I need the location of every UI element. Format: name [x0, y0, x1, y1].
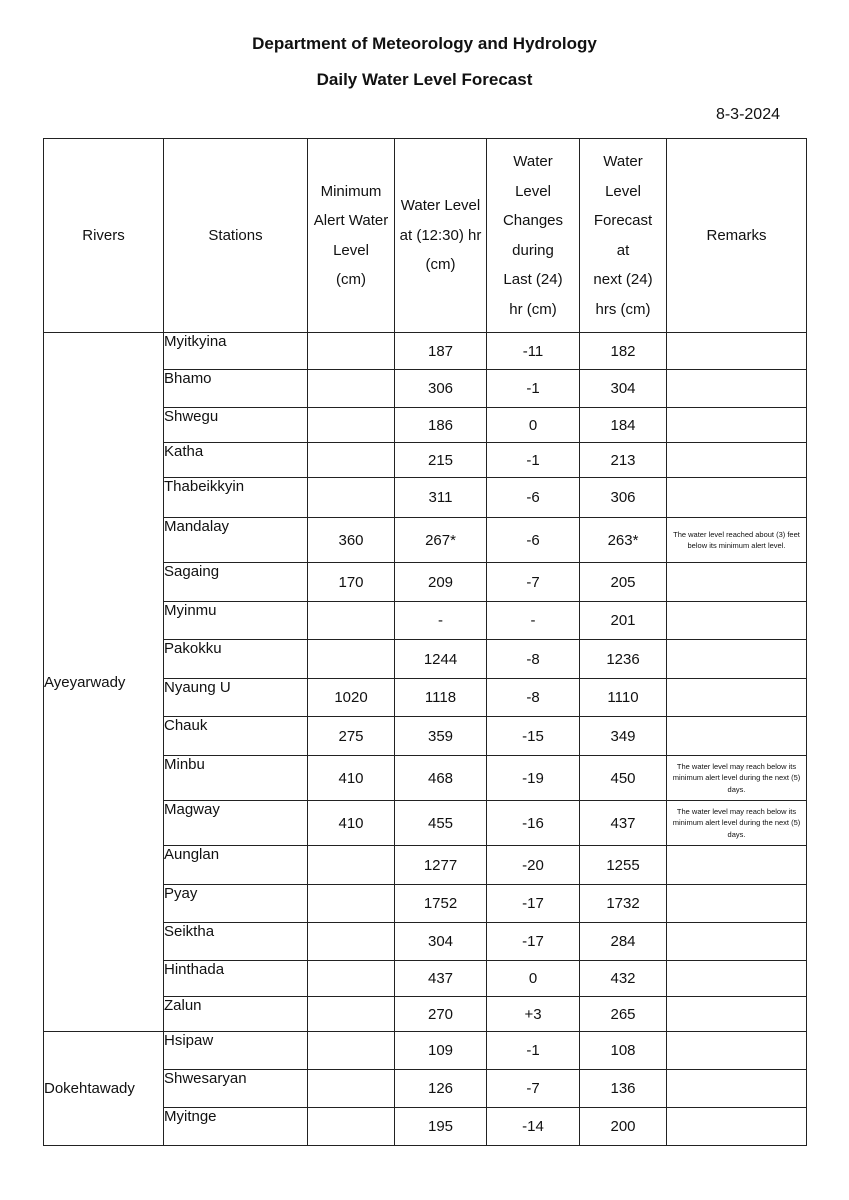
level-change: -15	[487, 717, 580, 756]
level-forecast: 450	[580, 756, 667, 801]
remarks-cell: The water level may reach below its minimum alert level during the next (5) days.	[667, 801, 807, 846]
min-alert-level	[308, 1108, 395, 1146]
water-level: 109	[395, 1032, 487, 1070]
remarks-cell	[667, 679, 807, 717]
station-name: Pyay	[164, 885, 308, 923]
remarks-cell	[667, 923, 807, 961]
water-level: -	[395, 602, 487, 640]
min-alert-level	[308, 370, 395, 408]
remarks-cell	[667, 1108, 807, 1146]
station-name: Hsipaw	[164, 1032, 308, 1070]
header-water-level: Water Level at (12:30) hr (cm)	[395, 139, 487, 333]
station-name: Sagaing	[164, 563, 308, 602]
level-forecast: 182	[580, 333, 667, 370]
level-change: -6	[487, 478, 580, 518]
table-header-row	[44, 139, 807, 333]
min-alert-level	[308, 923, 395, 961]
min-alert-level: 360	[308, 518, 395, 563]
header-min-alert: Minimum Alert Water Level (cm)	[308, 139, 395, 333]
min-alert-level	[308, 443, 395, 478]
station-name: Nyaung U	[164, 679, 308, 717]
remarks-cell	[667, 563, 807, 602]
min-alert-level	[308, 640, 395, 679]
level-change: 0	[487, 961, 580, 997]
level-change: -8	[487, 640, 580, 679]
water-level: 209	[395, 563, 487, 602]
station-name: Aunglan	[164, 846, 308, 885]
station-name: Myinmu	[164, 602, 308, 640]
level-forecast: 284	[580, 923, 667, 961]
water-level: 359	[395, 717, 487, 756]
water-level: 1118	[395, 679, 487, 717]
level-change: -16	[487, 801, 580, 846]
min-alert-level	[308, 408, 395, 443]
level-change: -20	[487, 846, 580, 885]
water-level: 437	[395, 961, 487, 997]
remarks-cell	[667, 846, 807, 885]
remarks-cell	[667, 961, 807, 997]
level-change: -7	[487, 563, 580, 602]
min-alert-level	[308, 961, 395, 997]
station-name: Shwegu	[164, 408, 308, 443]
water-level: 126	[395, 1070, 487, 1108]
remarks-cell	[667, 885, 807, 923]
min-alert-level: 410	[308, 756, 395, 801]
level-change: +3	[487, 997, 580, 1032]
level-change: -17	[487, 923, 580, 961]
water-level: 304	[395, 923, 487, 961]
station-name: Zalun	[164, 997, 308, 1032]
water-level-table	[43, 138, 807, 1146]
header-stations: Stations	[164, 139, 308, 333]
water-level: 455	[395, 801, 487, 846]
level-forecast: 1255	[580, 846, 667, 885]
station-name: Magway	[164, 801, 308, 846]
min-alert-level	[308, 1070, 395, 1108]
station-name: Thabeikkyin	[164, 478, 308, 518]
min-alert-level: 275	[308, 717, 395, 756]
level-forecast: 1732	[580, 885, 667, 923]
water-level: 215	[395, 443, 487, 478]
remarks-cell	[667, 997, 807, 1032]
level-forecast: 437	[580, 801, 667, 846]
water-level: 1277	[395, 846, 487, 885]
min-alert-level	[308, 846, 395, 885]
water-level: 311	[395, 478, 487, 518]
header-remarks: Remarks	[667, 139, 807, 333]
water-level: 1752	[395, 885, 487, 923]
level-forecast: 136	[580, 1070, 667, 1108]
level-forecast: 304	[580, 370, 667, 408]
min-alert-level: 170	[308, 563, 395, 602]
remarks-cell: The water level reached about (3) feet below its minimum alert level.	[667, 518, 807, 563]
remarks-cell	[667, 1070, 807, 1108]
level-forecast: 306	[580, 478, 667, 518]
level-forecast: 432	[580, 961, 667, 997]
header-changes: Water Level Changes during Last (24) hr (cm)	[487, 139, 580, 333]
station-name: Katha	[164, 443, 308, 478]
water-level: 306	[395, 370, 487, 408]
level-forecast: 108	[580, 1032, 667, 1070]
level-change: -1	[487, 443, 580, 478]
level-change: -11	[487, 333, 580, 370]
remarks-cell	[667, 1032, 807, 1070]
level-forecast: 263*	[580, 518, 667, 563]
level-change: 0	[487, 408, 580, 443]
min-alert-level	[308, 602, 395, 640]
station-name: Myitnge	[164, 1108, 308, 1146]
min-alert-level	[308, 997, 395, 1032]
level-forecast: 349	[580, 717, 667, 756]
station-name: Shwesaryan	[164, 1070, 308, 1108]
table-row	[44, 333, 807, 370]
remarks-cell	[667, 640, 807, 679]
water-level: 468	[395, 756, 487, 801]
remarks-cell: The water level may reach below its minimum alert level during the next (5) days.	[667, 756, 807, 801]
remarks-cell	[667, 443, 807, 478]
station-name: Mandalay	[164, 518, 308, 563]
water-level: 270	[395, 997, 487, 1032]
level-change: -8	[487, 679, 580, 717]
level-change: -14	[487, 1108, 580, 1146]
level-forecast: 184	[580, 408, 667, 443]
river-name: Dokehtawady	[44, 1032, 164, 1146]
level-change: -	[487, 602, 580, 640]
table-row	[44, 1032, 807, 1070]
level-forecast: 265	[580, 997, 667, 1032]
min-alert-level	[308, 885, 395, 923]
min-alert-level: 410	[308, 801, 395, 846]
station-name: Seiktha	[164, 923, 308, 961]
level-change: -1	[487, 1032, 580, 1070]
level-change: -6	[487, 518, 580, 563]
min-alert-level	[308, 333, 395, 370]
remarks-cell	[667, 478, 807, 518]
river-name: Ayeyarwady	[44, 333, 164, 1032]
station-name: Myitkyina	[164, 333, 308, 370]
water-level: 186	[395, 408, 487, 443]
level-forecast: 1110	[580, 679, 667, 717]
station-name: Bhamo	[164, 370, 308, 408]
remarks-cell	[667, 370, 807, 408]
remarks-cell	[667, 602, 807, 640]
page-subtitle: Daily Water Level Forecast	[316, 70, 533, 89]
water-level: 267*	[395, 518, 487, 563]
remarks-cell	[667, 408, 807, 443]
level-forecast: 201	[580, 602, 667, 640]
level-forecast: 1236	[580, 640, 667, 679]
page-title: Department of Meteorology and Hydrology	[252, 34, 597, 53]
water-level: 187	[395, 333, 487, 370]
min-alert-level	[308, 478, 395, 518]
station-name: Pakokku	[164, 640, 308, 679]
level-change: -19	[487, 756, 580, 801]
min-alert-level: 1020	[308, 679, 395, 717]
level-change: -7	[487, 1070, 580, 1108]
level-forecast: 213	[580, 443, 667, 478]
remarks-cell	[667, 717, 807, 756]
remarks-cell	[667, 333, 807, 370]
table-body	[44, 333, 807, 1146]
level-forecast: 205	[580, 563, 667, 602]
water-level: 195	[395, 1108, 487, 1146]
report-date: 8-3-2024	[715, 106, 780, 123]
level-forecast: 200	[580, 1108, 667, 1146]
station-name: Minbu	[164, 756, 308, 801]
header-rivers: Rivers	[44, 139, 164, 333]
level-change: -1	[487, 370, 580, 408]
water-level: 1244	[395, 640, 487, 679]
station-name: Hinthada	[164, 961, 308, 997]
min-alert-level	[308, 1032, 395, 1070]
header-forecast: Water Level Forecast at next (24) hrs (cm)	[580, 139, 667, 333]
station-name: Chauk	[164, 717, 308, 756]
level-change: -17	[487, 885, 580, 923]
